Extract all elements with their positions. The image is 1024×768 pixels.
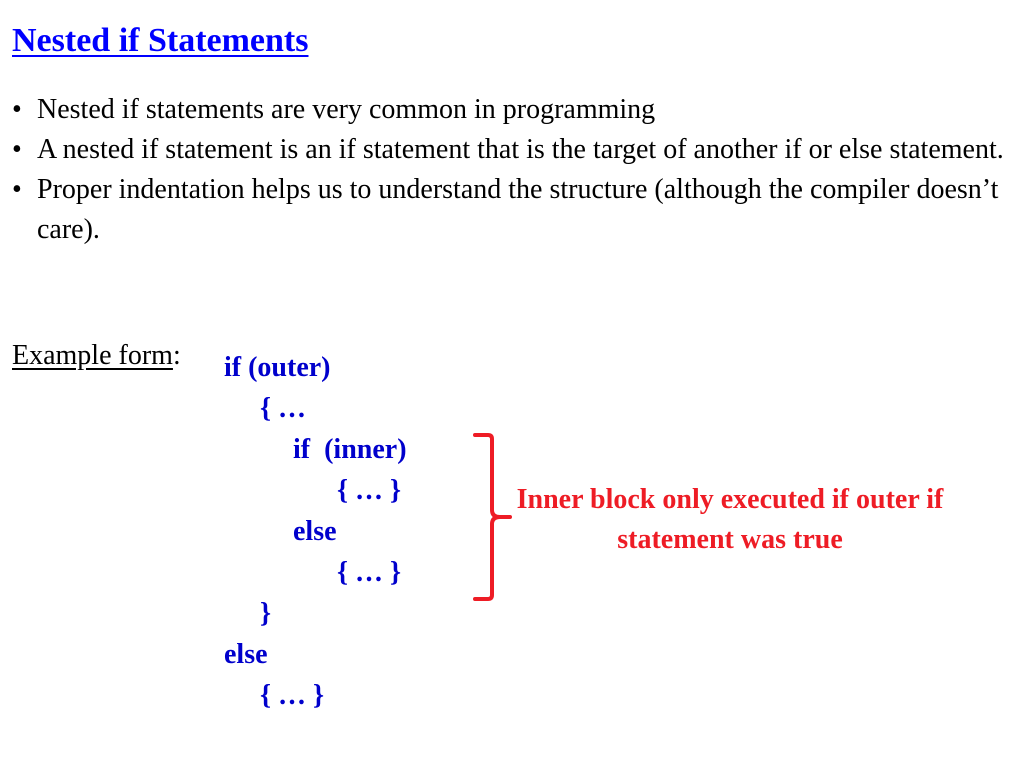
example-form-label: [12, 338, 181, 374]
code-line: { … }: [337, 475, 402, 506]
code-line: else: [224, 639, 268, 670]
code-line: }: [260, 598, 272, 629]
bullet-item: • Proper indentation helps us to understand the structure (although the compiler doesn’t care).: [12, 170, 1017, 250]
bullet-item: • Nested if statements are very common in programming: [12, 90, 1017, 130]
code-line: if (outer): [224, 352, 331, 383]
code-line: { …: [260, 393, 307, 424]
code-line: else: [293, 516, 337, 547]
bullet-list: [12, 90, 1017, 250]
example-form-colon: :: [172, 340, 181, 371]
slide-title: Nested if Statements: [12, 22, 309, 59]
annotation-note: Inner block only executed if outer if statement was true: [516, 484, 944, 555]
code-line: { … }: [337, 557, 402, 588]
example-form-text: Example form: [12, 340, 173, 371]
code-line: { … }: [260, 680, 325, 711]
code-line: if (inner): [293, 434, 407, 465]
bullet-item: • A nested if statement is an if statement that is the target of another if or else statement.: [12, 130, 1017, 170]
